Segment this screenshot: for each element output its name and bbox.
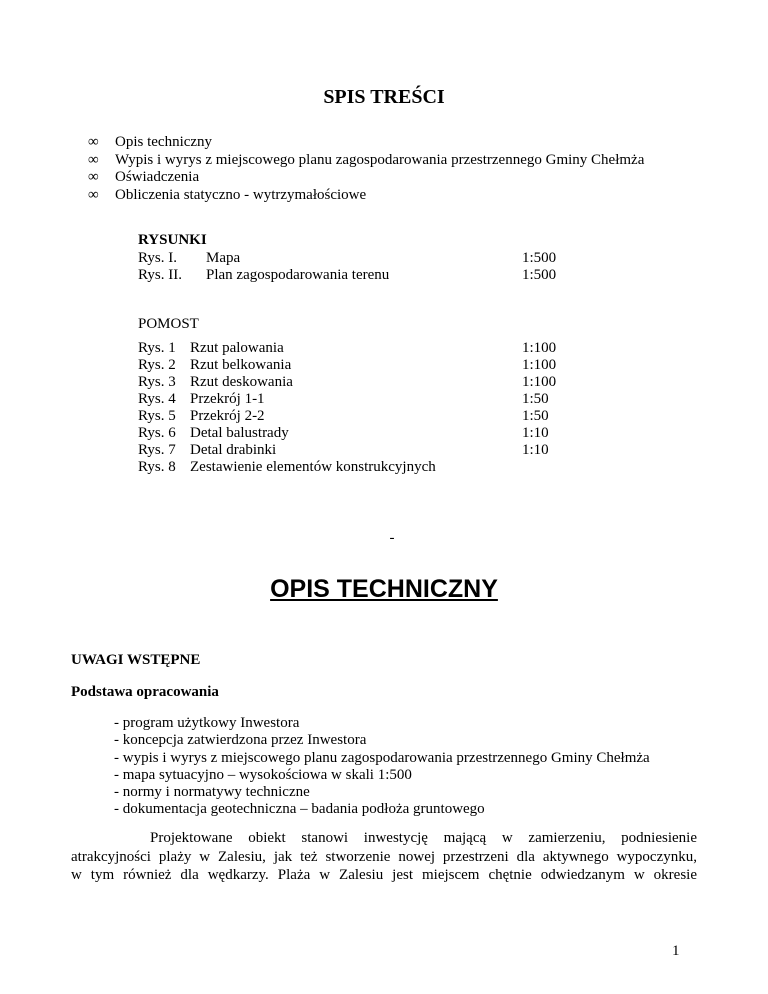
pomost-name: Rzut belkowania <box>190 357 292 373</box>
pomost-number: Rys. 8 <box>138 459 176 475</box>
toc-list <box>88 134 644 204</box>
toc-title: SPIS TREŚCI <box>323 86 445 108</box>
basis-item: - wypis i wyrys z miejscowego planu zagospodarowania przestrzennego Gminy Chełmża <box>114 749 650 766</box>
pomost-name: Zestawienie elementów konstrukcyjnych <box>190 459 436 475</box>
basis-item: - normy i normatywy techniczne <box>114 784 310 801</box>
toc-item-label: Opis techniczny <box>115 134 213 150</box>
pomost-scale: 1:50 <box>522 408 549 424</box>
basis-item: - mapa sytuacyjno – wysokościowa w skali 1:500 <box>114 766 412 783</box>
infinity-bullet-icon: ∞ <box>88 151 99 168</box>
pomost-name: Rzut palowania <box>190 340 284 356</box>
drawings-heading: RYSUNKI <box>138 232 207 248</box>
pomost-scale: 1:100 <box>522 340 557 356</box>
drawing-scale: 1:500 <box>522 250 557 266</box>
toc-item-label: Wypis i wyrys z miejscowego planu zagospodarowania przestrzennego Gminy Chełmża <box>115 151 645 168</box>
pomost-row <box>138 425 598 442</box>
basis-item: - dokumentacja geotechniczna – badania podłoża gruntowego <box>114 801 485 818</box>
pomost-number: Rys. 6 <box>138 425 176 441</box>
pomost-row <box>138 374 598 391</box>
pomost-number: Rys. 4 <box>138 391 176 407</box>
section-heading: UWAGI WSTĘPNE <box>71 652 201 668</box>
infinity-bullet-icon: ∞ <box>88 134 99 150</box>
section-separator: - <box>389 530 395 546</box>
toc-item-label: Oświadczenia <box>115 169 200 185</box>
pomost-scale: 1:10 <box>522 442 549 458</box>
paragraph-line: atrakcyjności plaży w Zalesiu, jak też stworzenie nowej przestrzeni dla aktywnego wypoczynku, <box>71 848 697 865</box>
toc-item <box>88 187 644 205</box>
paragraph-line: Projektowane obiekt stanowi inwestycję mającą w zamierzeniu, podniesienie <box>150 830 697 846</box>
drawing-name: Mapa <box>206 250 241 266</box>
pomost-row <box>138 408 598 425</box>
pomost-number: Rys. 3 <box>138 374 176 390</box>
pomost-scale: 1:100 <box>522 357 557 373</box>
pomost-number: Rys. 2 <box>138 357 176 373</box>
page-number: 1 <box>672 943 680 959</box>
drawing-row <box>138 250 598 267</box>
pomost-name: Rzut deskowania <box>190 374 293 390</box>
pomost-name: Detal drabinki <box>190 442 277 458</box>
pomost-heading: POMOST <box>138 316 199 332</box>
pomost-row <box>138 391 598 408</box>
toc-item <box>88 169 644 187</box>
pomost-row <box>138 340 598 357</box>
infinity-bullet-icon: ∞ <box>88 186 99 203</box>
opis-title: OPIS TECHNICZNY <box>270 575 498 603</box>
intro-paragraph <box>71 829 697 885</box>
drawing-row <box>138 267 598 284</box>
pomost-number: Rys. 7 <box>138 442 176 458</box>
pomost-number: Rys. 5 <box>138 408 176 424</box>
pomost-scale: 1:10 <box>522 425 549 441</box>
pomost-scale: 1:100 <box>522 374 557 390</box>
drawing-number: Rys. II. <box>138 267 182 283</box>
pomost-list <box>138 340 598 476</box>
basis-item: - koncepcja zatwierdzona przez Inwestora <box>114 732 367 749</box>
drawing-scale: 1:500 <box>522 267 557 283</box>
toc-item <box>88 134 644 152</box>
infinity-bullet-icon: ∞ <box>88 169 99 185</box>
paragraph-line: w tym również dla wędkarzy. Plaża w Zalesiu jest miejscem chętnie odwiedzanym w okresie <box>71 867 697 883</box>
drawing-number: Rys. I. <box>138 250 177 266</box>
pomost-row <box>138 459 598 476</box>
toc-item-label: Obliczenia statyczno - wytrzymałościowe <box>115 186 367 203</box>
pomost-name: Detal balustrady <box>190 425 289 441</box>
pomost-name: Przekrój 2-2 <box>190 408 265 424</box>
basis-item: - program użytkowy Inwestora <box>114 715 300 731</box>
toc-item <box>88 152 644 170</box>
pomost-number: Rys. 1 <box>138 340 176 356</box>
drawings-list <box>138 250 598 284</box>
pomost-row <box>138 442 598 459</box>
pomost-row <box>138 357 598 374</box>
basis-list <box>114 715 650 819</box>
pomost-scale: 1:50 <box>522 391 549 407</box>
subsection-heading: Podstawa opracowania <box>71 684 219 700</box>
pomost-name: Przekrój 1-1 <box>190 391 265 407</box>
drawing-name: Plan zagospodarowania terenu <box>206 267 390 283</box>
